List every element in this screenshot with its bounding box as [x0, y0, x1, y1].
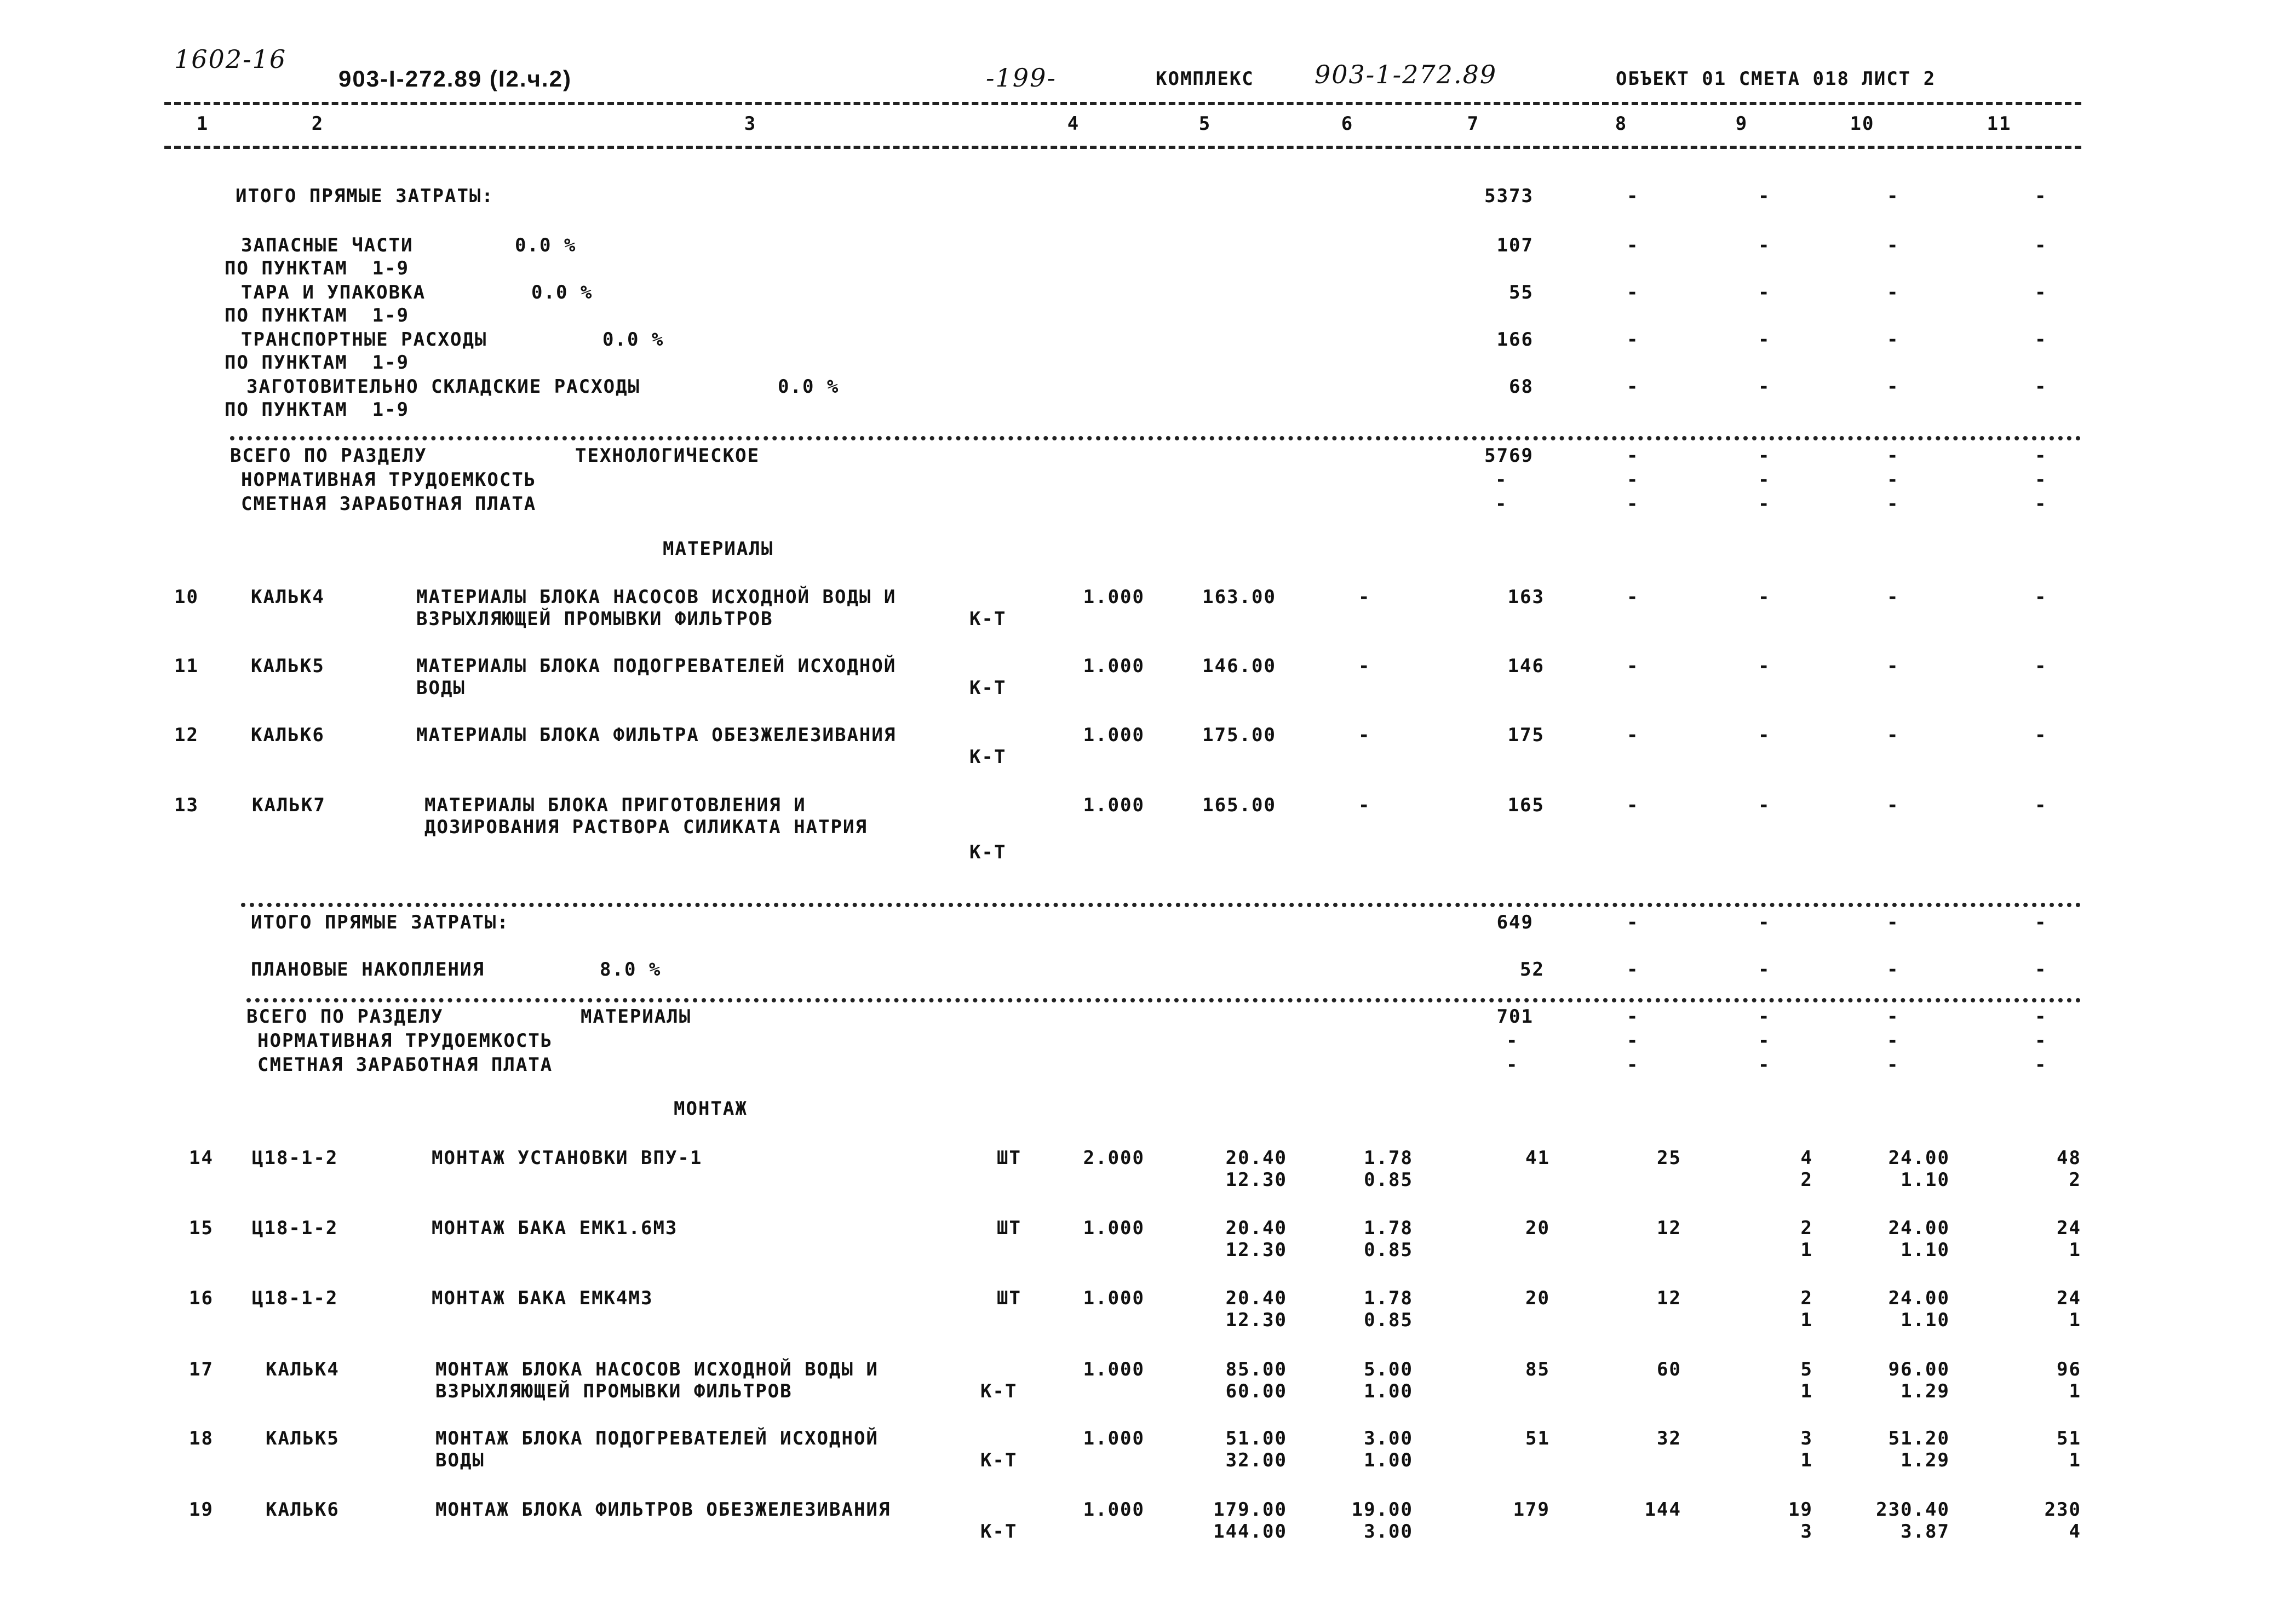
col-num-8: 8: [1615, 113, 1628, 135]
warehouse-value: 68: [1509, 376, 1534, 398]
col-num-3: 3: [744, 113, 757, 135]
document-code: 903-I-272.89 (I2.ч.2): [338, 66, 572, 91]
direct-costs-value: 5373: [1484, 185, 1534, 207]
materials-total-value: 701: [1496, 1006, 1534, 1028]
packaging-sub: ПО ПУНКТАМ 1-9: [225, 305, 410, 326]
col-num-1: 1: [196, 113, 209, 135]
section-total-labor: НОРМАТИВНАЯ ТРУДОЕМКОСТЬ: [241, 469, 537, 491]
planned-savings-value: 52: [1520, 959, 1545, 981]
section-divider-3: [246, 998, 2081, 1002]
complex-label: КОМПЛЕКС: [1156, 68, 1254, 90]
spare-parts-pct: 0.0 %: [515, 234, 577, 256]
transport-pct: 0.0 %: [602, 329, 664, 351]
materials-total-labor: НОРМАТИВНАЯ ТРУДОЕМКОСТЬ: [257, 1030, 553, 1052]
section-total-name: ТЕХНОЛОГИЧЕСКОЕ: [575, 445, 760, 467]
materials-total-name: МАТЕРИАЛЫ: [581, 1006, 692, 1028]
planned-savings-pct: 8.0 %: [600, 959, 662, 981]
transport-sub: ПО ПУНКТАМ 1-9: [225, 352, 410, 374]
section-divider-1: [230, 436, 2081, 440]
section-total-label: ВСЕГО ПО РАЗДЕЛУ: [230, 445, 427, 467]
estimate-sheet: 1602-16 903-I-272.89 (I2.ч.2) -199- КОМПЛЕКС 903-1-272.89 ОБЪЕКТ 01 СМЕТА 018 ЛИСТ 2 1 2 3 4 5 6 7 8 9 10 11 ИТОГО ПРЯМЫЕ ЗАТРАТЫ: 5373 - - - - ЗАПАСНЫЕ ЧАСТИ 0.0 % ПО ПУНКТАМ 1-9 107 - - - - ТАРА И УПАКОВКА 0.0 % ПО ПУНКТАМ 1-9 55 - - - - ТРАНСПОРТНЫЕ РАСХОДЫ 0.0 % ПО ПУНКТАМ 1-9 166 - - - - ЗАГОТОВИТЕЛЬНО СКЛАДСКИЕ РАСХОДЫ 0.0 % ПО ПУНКТАМ 1-9 68 - - - - ВСЕГО ПО РАЗДЕЛУ ТЕХНОЛОГИЧЕСКОЕ 5769 НОРМАТИВНАЯ ТРУДОЕМКОСТЬ СМЕТНАЯ ЗАРАБОТНАЯ ПЛАТА - - - - - - - - - - - - - - МАТЕРИАЛЫ 10 КАЛЬК4 МАТЕРИАЛЫ БЛОКА НАСОСОВ ИСХОДНОЙ ВОДЫ И ВЗРЫХЛЯЮЩЕЙ ПРОМЫВКИ ФИЛЬТРОВ К-Т 1.000 163.00 - 163 - - - - 11 КАЛЬК5 МАТЕРИАЛЫ БЛОКА ПОДОГРЕВАТЕЛЕЙ ИСХОДНОЙ ВОДЫ К-Т 1.000 146.00 - 146 - - - - 12 КАЛЬК6 МАТЕРИАЛЫ БЛОКА ФИЛЬТРА ОБЕЗЖЕЛЕЗИВАНИЯ К-Т 1.000 175.00 - 175 - - - - 13 КАЛЬК7 МАТЕРИАЛЫ БЛОКА ПРИГОТОВЛЕНИЯ И ДОЗИРОВАНИЯ РАСТВОРА СИЛИКАТА НАТРИЯ К-Т 1.000 165.00 - 165 - - - - ИТОГО ПРЯМЫЕ ЗАТРАТЫ: 649 - - - - ПЛАНОВЫЕ НАКОПЛЕНИЯ 8.0 % 52 - - - - ВСЕГО ПО РАЗДЕЛУ МАТЕРИАЛЫ 701 НОРМАТИВНАЯ ТРУДОЕМКОСТЬ СМЕТНАЯ ЗАРАБОТНАЯ ПЛАТА - - - - - - - - - - - - - - МОНТАЖ 14 Ц18-1-2 МОНТАЖ УСТАНОВКИ ВПУ-1 ШТ 2.000 20.40 12.30 1.78 0.85 41 25 4 2 24.00 1.10 48 2 15 Ц18-1-2 МОНТАЖ БАКА ЕМК1.6М3 ШТ 1.000 20.40 12.30 1.78 0.85 20 12 2 1 24.00 1.10 24 1 16 Ц18-1-2 МОНТАЖ БАКА ЕМК4М3 ШТ 1.000 20.40 12.30 1.78 0.85 20 12 2 1 24.00 1.10 24 1 17 КАЛЬК4 МОНТАЖ БЛОКА НАСОСОВ ИСХОДНОЙ ВОДЫ И ВЗРЫХЛЯЮЩЕЙ ПРОМЫВКИ ФИЛЬТРОВ К-Т 1.000 85.00 60.00 5.00 1.00 85 60 5 1 96.00 1.29 96 1 18 КАЛЬК5 МОНТАЖ БЛОКА ПОДОГРЕВАТЕЛЕЙ ИСХОДНОЙ ВОДЫ К-Т 1.000 51.00 32.00 3.00 1.00 51 32 3 1 51.20 1.29 51 1 19 КАЛЬК6 МОНТАЖ БЛОКА ФИЛЬТРОВ ОБЕЗЖЕЛЕЗИВАНИЯ К-Т 1.000 179.00 144.00 19.00 3.00 179 144 19 3 230.40 3.87 230 4: [0, 0, 2296, 1605]
planned-savings-label: ПЛАНОВЫЕ НАКОПЛЕНИЯ: [251, 959, 485, 981]
col-num-4: 4: [1067, 113, 1080, 135]
page-number: -199-: [986, 63, 1057, 93]
materials-total-wage: СМЕТНАЯ ЗАРАБОТНАЯ ПЛАТА: [257, 1054, 553, 1076]
section-total-value: 5769: [1484, 445, 1534, 467]
spare-parts-label: ЗАПАСНЫЕ ЧАСТИ: [241, 234, 414, 256]
spare-parts-sub: ПО ПУНКТАМ 1-9: [225, 257, 410, 279]
col-num-10: 10: [1850, 113, 1875, 135]
materials-total-label: ВСЕГО ПО РАЗДЕЛУ: [246, 1006, 444, 1028]
col-num-6: 6: [1341, 113, 1354, 135]
col-num-7: 7: [1467, 113, 1480, 135]
section-divider-2: [241, 903, 2081, 907]
materials-section-title: МАТЕРИАЛЫ: [663, 538, 774, 560]
header-bottom-rule: [164, 146, 2081, 149]
packaging-pct: 0.0 %: [531, 282, 593, 303]
materials-direct-label: ИТОГО ПРЯМЫЕ ЗАТРАТЫ:: [251, 912, 509, 933]
col-num-9: 9: [1735, 113, 1748, 135]
col-num-5: 5: [1198, 113, 1212, 135]
montage-section-title: МОНТАЖ: [674, 1098, 748, 1120]
transport-value: 166: [1496, 329, 1534, 351]
header-top-rule: [164, 102, 2081, 105]
col-num-11: 11: [1987, 113, 2012, 135]
col-num-2: 2: [311, 113, 324, 135]
section-total-wage: СМЕТНАЯ ЗАРАБОТНАЯ ПЛАТА: [241, 493, 537, 515]
materials-direct-value: 649: [1496, 912, 1534, 933]
transport-label: ТРАНСПОРТНЫЕ РАСХОДЫ: [241, 329, 487, 351]
warehouse-label: ЗАГОТОВИТЕЛЬНО СКЛАДСКИЕ РАСХОДЫ: [246, 376, 641, 398]
object-sheet-info: ОБЪЕКТ 01 СМЕТА 018 ЛИСТ 2: [1616, 68, 1936, 90]
corner-handwritten-note: 1602-16: [174, 44, 287, 74]
warehouse-pct: 0.0 %: [778, 376, 840, 398]
spare-parts-value: 107: [1496, 234, 1534, 256]
direct-costs-title: ИТОГО ПРЯМЫЕ ЗАТРАТЫ:: [236, 185, 494, 207]
packaging-value: 55: [1509, 282, 1534, 303]
packaging-label: ТАРА И УПАКОВКА: [241, 282, 426, 303]
complex-code: 903-1-272.89: [1315, 60, 1497, 89]
warehouse-sub: ПО ПУНКТАМ 1-9: [225, 399, 410, 421]
